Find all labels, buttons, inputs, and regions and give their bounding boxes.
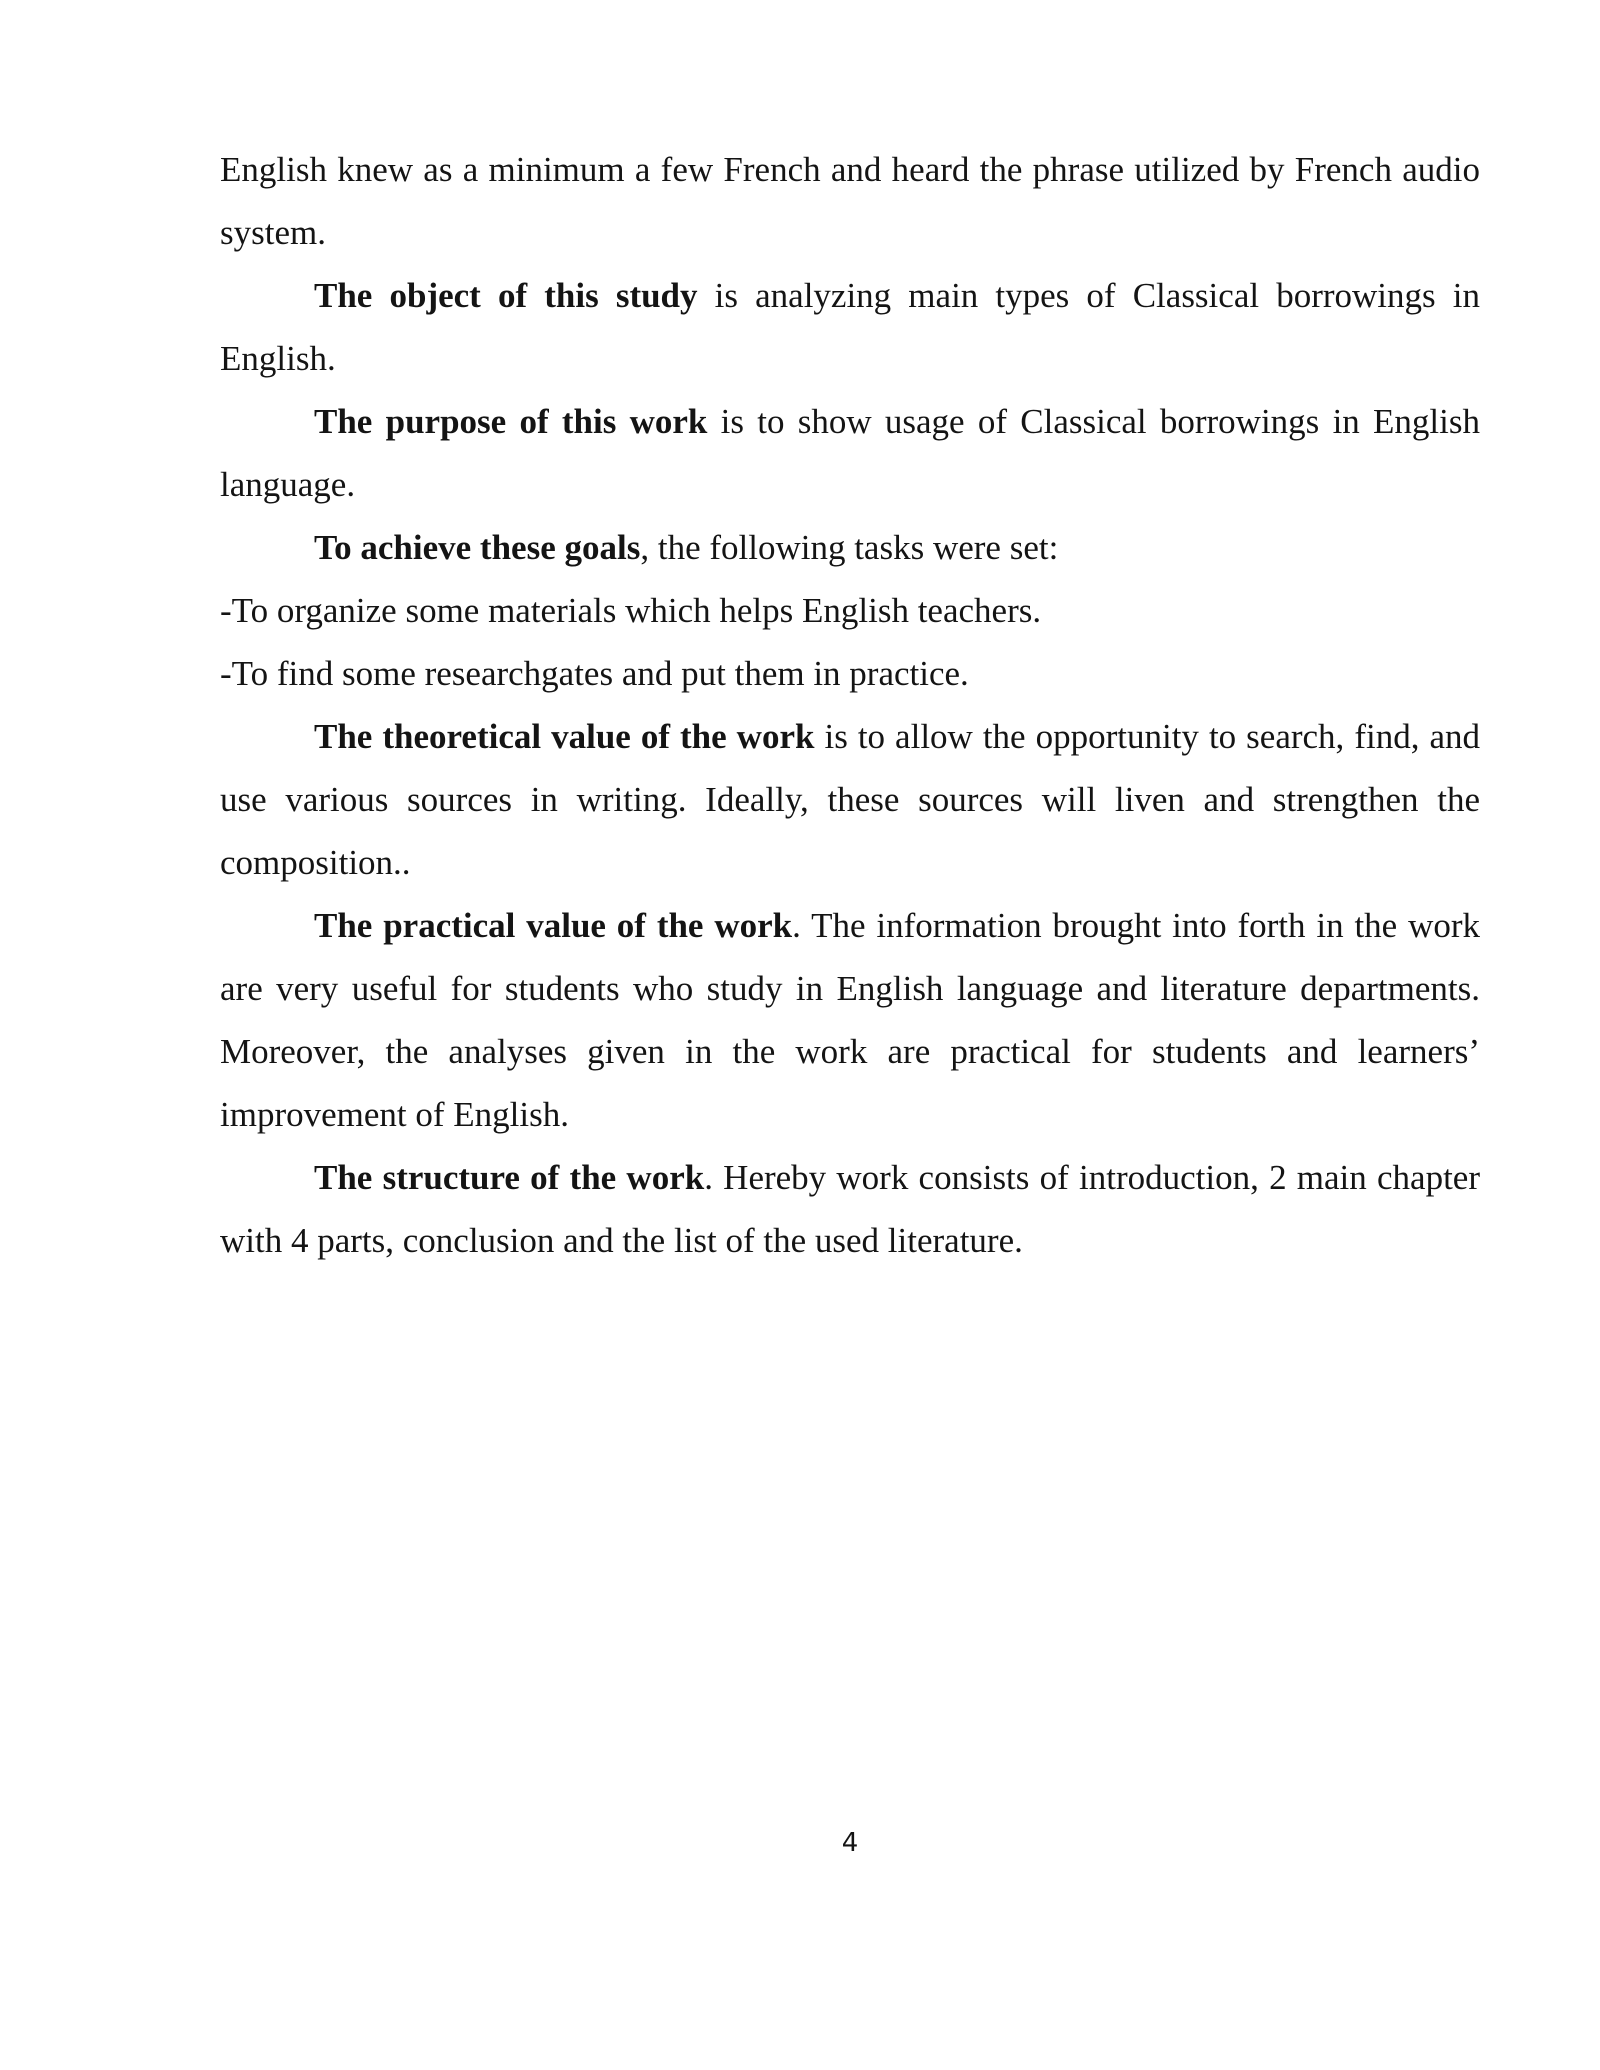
- paragraph-text: English knew as a minimum a few French and heard the phrase utilized by French audio system.: [220, 150, 1480, 252]
- paragraph-object-of-study: [220, 264, 1480, 390]
- paragraph-text: , the following tasks were set:: [640, 528, 1059, 567]
- paragraph-heading: The structure of the work: [314, 1158, 705, 1197]
- paragraph-heading: The practical value of the work: [314, 906, 793, 945]
- paragraph-heading: The object of this study: [314, 276, 698, 315]
- paragraph-text: is to show usage of Classical borrowings in English language.: [220, 402, 1480, 504]
- page-number: 4: [841, 1828, 859, 1858]
- task-item-2: [220, 642, 1480, 705]
- paragraph-text: is to allow the opportunity to search, find, and use various sources in writing. Ideally, these sources will liven and strengthen the composition..: [220, 717, 1480, 882]
- paragraph-heading: The theoretical value of the work: [314, 717, 815, 756]
- paragraph-text: . The information brought into forth in the work are very useful for students who study in English language and literature departments. Moreover, the analyses given in the work are practical for students and learners’ improvement of English.: [220, 906, 1480, 1134]
- paragraph-theoretical-value: [220, 705, 1480, 894]
- task-item-1: [220, 579, 1480, 642]
- paragraph-heading: The purpose of this work: [314, 402, 708, 441]
- paragraph-text: is analyzing main types of Classical borrowings in English.: [220, 276, 1480, 378]
- paragraph-heading: To achieve these goals: [314, 528, 641, 567]
- paragraph-purpose: [220, 390, 1480, 516]
- paragraph-goals: [220, 516, 1480, 579]
- task-text: -To find some researchgates and put them in practice.: [220, 654, 969, 693]
- paragraph-text: . Hereby work consists of introduction, 2 main chapter with 4 parts, conclusion and the list of the used literature.: [220, 1158, 1480, 1260]
- paragraph-structure: [220, 1146, 1480, 1272]
- paragraph-continuation: [220, 138, 1480, 264]
- paragraph-practical-value: [220, 894, 1480, 1146]
- page-body: [220, 138, 1480, 1272]
- task-text: -To organize some materials which helps English teachers.: [220, 591, 1042, 630]
